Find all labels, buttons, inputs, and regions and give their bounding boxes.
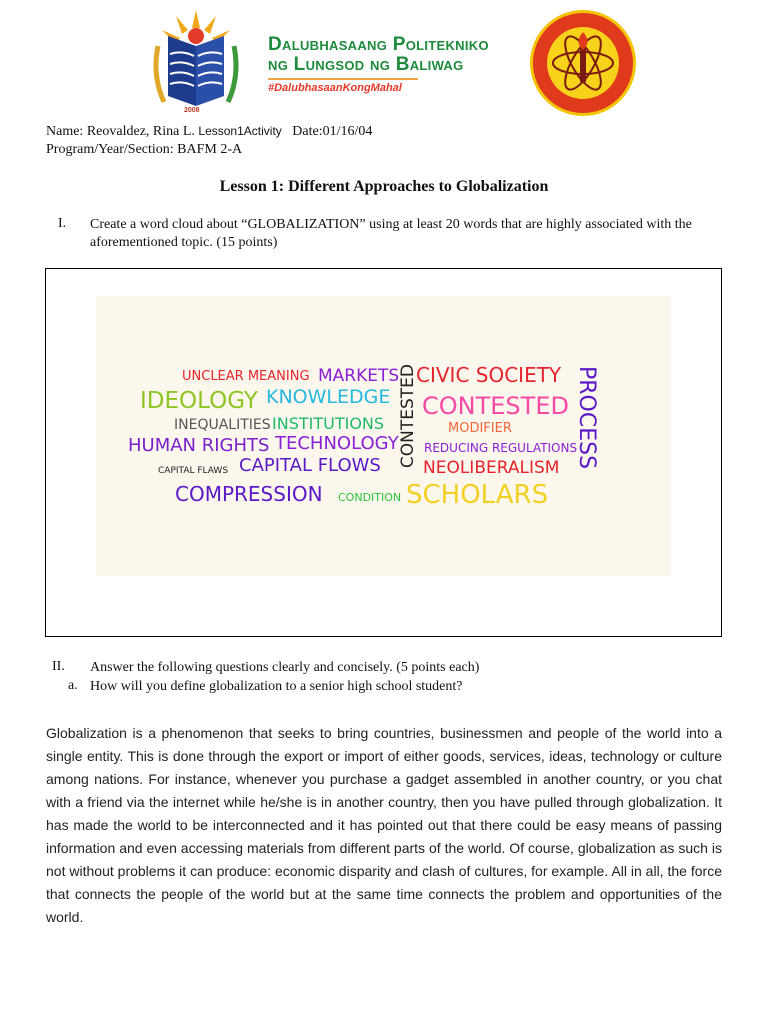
word-institutions: INSTITUTIONS: [272, 414, 385, 433]
word-markets: MARKETS: [318, 366, 400, 386]
word-reducing-regulations: REDUCING REGULATIONS: [424, 441, 578, 455]
word-contested: CONTESTED: [422, 392, 569, 420]
part2-instructions: Answer the following questions clearly and concisely. (5 points each): [90, 660, 480, 675]
hashtag-divider: [268, 78, 418, 80]
question-a-text: How will you define globalization to a senior high school student?: [90, 679, 463, 694]
word-civic-society: CIVIC SOCIETY: [416, 363, 562, 387]
word-compression: COMPRESSION: [175, 482, 323, 506]
college-logo: [150, 6, 242, 118]
student-info-line: [46, 124, 372, 140]
school-name-line2: ng Lungsod ng Baliwag: [268, 54, 464, 75]
word-technology: TECHNOLOGY: [275, 433, 399, 454]
word-process: PROCESS: [574, 366, 599, 470]
part1-number: I.: [58, 216, 67, 231]
student-name: Reovaldez, Rina L.: [86, 124, 195, 139]
question-a-letter: a.: [68, 678, 78, 693]
institute-seal: [528, 8, 638, 118]
word-knowledge: KNOWLEDGE: [266, 386, 391, 408]
part2-number: II.: [52, 659, 65, 674]
word-cloud-panel: [96, 296, 671, 576]
activity-label: Lesson1Activity: [198, 124, 282, 138]
lesson-title: Lesson 1: Different Approaches to Globalization: [219, 178, 549, 195]
word-inequalities: INEQUALITIES: [174, 417, 271, 433]
word-scholars: SCHOLARS: [406, 480, 549, 510]
word-contested-vertical: CONTESTED: [398, 364, 418, 469]
word-condition: CONDITION: [338, 491, 402, 504]
program-line: Program/Year/Section: BAFM 2-A: [46, 142, 243, 157]
school-hashtag: #DalubhasaanKongMahal: [268, 82, 402, 94]
word-unclear-meaning: UNCLEAR MEANING: [182, 369, 310, 384]
word-neoliberalism: NEOLIBERALISM: [423, 458, 560, 478]
word-modifier: MODIFIER: [448, 421, 512, 436]
answer-paragraph: Globalization is a phenomenon that seeks to bring countries, businessmen and people of the world into a single entity. This is done through the export or import of either goods, services, ideas, technology or culture among nations. For instance, whenever you purchase a gadget assembled in another country, or you chat with a friend via the internet while he/she is in another country, then you have pulled through globalization. It has made the world to be interconnected and it has pointed out that there could be easy means of passing information and even accessing materials from different parts of the world. Of course, globalization as such is not without problems it can produce: economic disparity and clash of cultures, for example. All in all, the force that connects the people of the world but at the same time connects the problem and opportunities of the world.: [46, 725, 722, 925]
name-label: Name:: [46, 124, 84, 139]
part1-instructions: Create a word cloud about “GLOBALIZATION” using at least 20 words that are highly associated with the aforementioned topic. (15 points): [90, 217, 692, 250]
date-value: Date:01/16/04: [292, 124, 373, 139]
logo-year: 2008: [184, 107, 200, 114]
word-capital-flows: CAPITAL FLOWS: [239, 455, 381, 476]
word-human-rights: HUMAN RIGHTS: [128, 435, 270, 456]
school-name-line1: Dalubhasaang Politekniko: [268, 34, 489, 55]
word-capital-flaws: CAPITAL FLAWS: [158, 466, 229, 476]
word-ideology: IDEOLOGY: [140, 388, 258, 414]
